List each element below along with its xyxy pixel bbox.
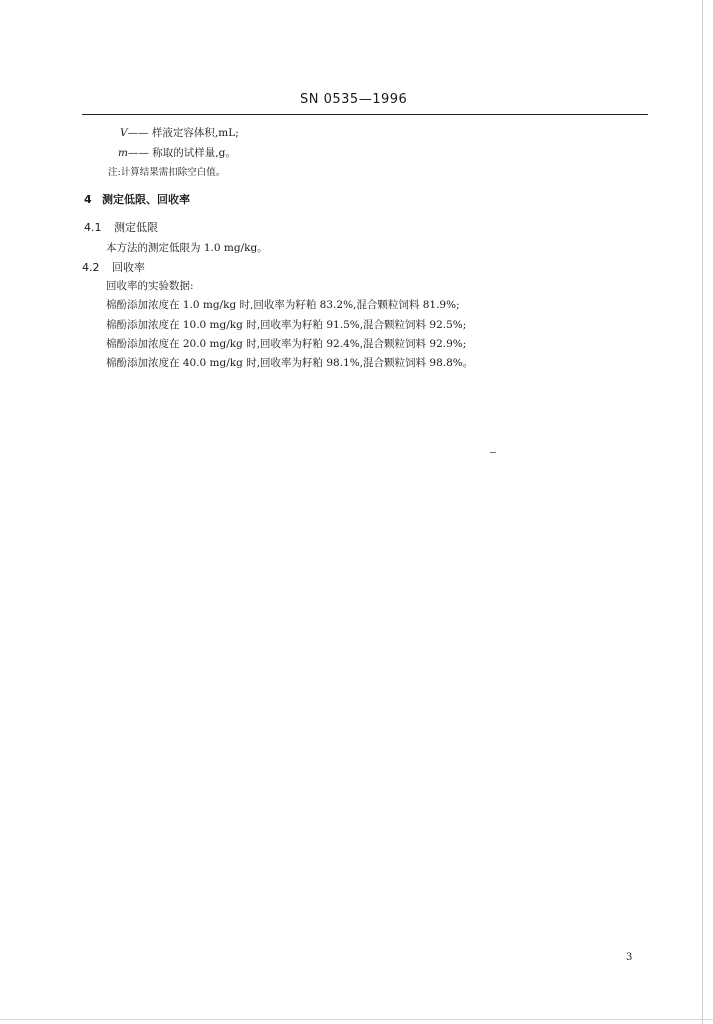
recovery-row: 棉酚添加浓度在 20.0 mg/kg 时,回收率为籽粕 92.4%,混合颗粒饲料 92.9%; [106, 338, 467, 350]
standard-code-header: SN 0535—1996 [300, 92, 408, 107]
section-title: 测定低限、回收率 [102, 193, 190, 206]
definition-text: —— 样液定容体积,mL; [127, 127, 239, 139]
header-rule [82, 114, 648, 115]
definition-symbol: V [120, 127, 128, 139]
definition-symbol: m [118, 147, 128, 159]
recovery-row: 棉酚添加浓度在 10.0 mg/kg 时,回收率为籽粕 91.5%,混合颗粒饲料 92.5%; [106, 319, 467, 331]
scan-edge-right [702, 0, 703, 1024]
definition-text: —— 称取的试样量,g。 [127, 147, 236, 159]
section-4-2-intro: 回收率的实验数据: [106, 280, 194, 292]
page-number: 3 [626, 952, 633, 963]
section-4-heading [84, 193, 190, 207]
note: 注:计算结果需扣除空白值。 [108, 167, 226, 178]
scan-edge-bottom [0, 1019, 713, 1020]
definition-v [120, 126, 239, 140]
section-4-1-heading [84, 221, 158, 235]
section-title: 测定低限 [114, 221, 158, 234]
scan-speck [490, 452, 496, 453]
section-title: 回收率 [112, 261, 145, 274]
definition-m [118, 146, 236, 160]
section-number: 4.2 [82, 261, 100, 274]
section-number: 4.1 [84, 221, 102, 234]
section-4-1-body: 本方法的测定低限为 1.0 mg/kg。 [106, 242, 268, 254]
section-4-2-heading [82, 261, 145, 275]
recovery-row: 棉酚添加浓度在 40.0 mg/kg 时,回收率为籽粕 98.1%,混合颗粒饲料 98.8%。 [106, 357, 474, 369]
section-number: 4 [84, 193, 92, 206]
recovery-row: 棉酚添加浓度在 1.0 mg/kg 时,回收率为籽粕 83.2%,混合颗粒饲料 81.9%; [106, 299, 460, 311]
